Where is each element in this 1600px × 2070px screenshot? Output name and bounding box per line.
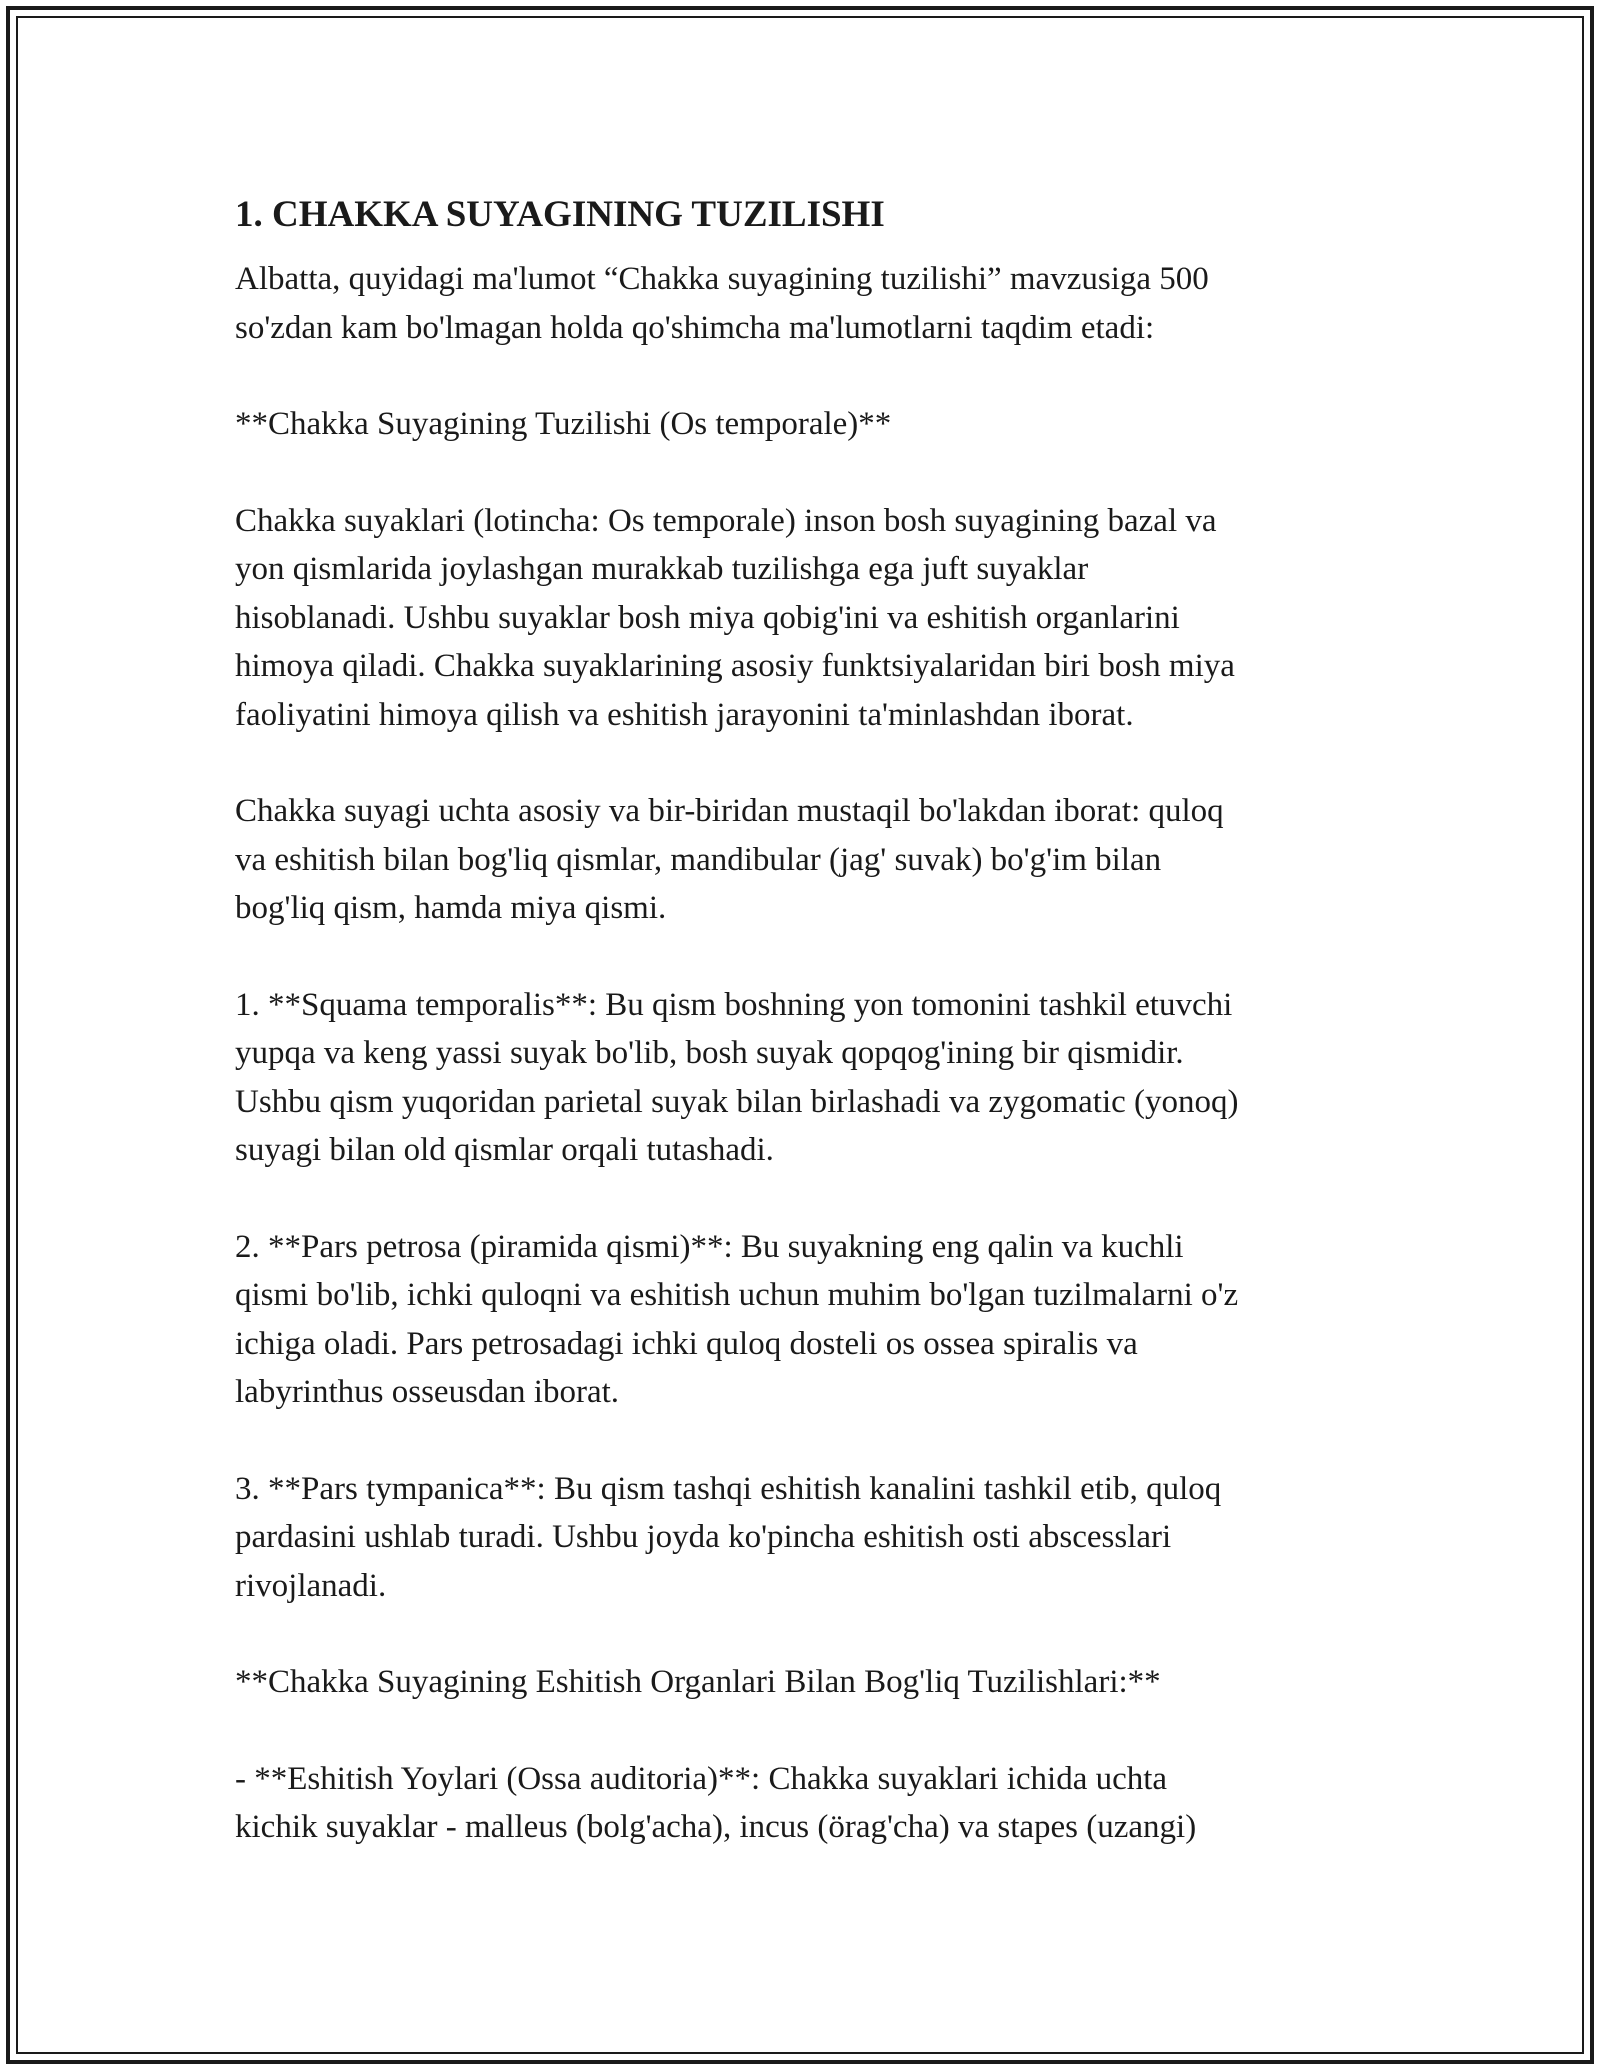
document-title: 1. CHAKKA SUYAGINING TUZILISHI <box>235 194 885 235</box>
section-heading-hearing-organs: **Chakka Suyagining Eshitish Organlari Bilan Bog'liq Tuzilishlari:** <box>235 1664 1161 1700</box>
parts-paragraph: Chakka suyagi uchta asosiy va bir-biridan mustaqil bo'lakdan iborat: quloq va eshitish bilan bog'liq qismlar, mandibular (jag' suvak) bo'g'im bilan bog'liq qism, hamda miya qismi. <box>235 793 1224 926</box>
list-item-squama-temporalis: 1. **Squama temporalis**: Bu qism boshning yon tomonini tashkil etuvchi yupqa va keng yassi suyak bo'lib, bosh suyak qopqog'ining bir qismidir. Ushbu qism yuqoridan parietal suyak bilan birlashadi va zygomatic (yonoq) suyagi bilan old qismlar orqali tutashadi. <box>235 986 1239 1168</box>
document-page <box>235 185 1385 1900</box>
list-item-pars-petrosa: 2. **Pars petrosa (piramida qismi)**: Bu suyakning eng qalin va kuchli qismi bo'lib, ichki quloqni va eshitish uchun muhim bo'lgan tuzilmalarni o'z ichiga oladi. Pars petrosadagi ichki quloq dosteli os ossea spiralis va labyrinthus osseusdan iborat. <box>235 1228 1239 1410</box>
list-item-pars-tympanica: 3. **Pars tympanica**: Bu qism tashqi eshitish kanalini tashkil etib, quloq pardasini ushlab turadi. Ushbu joyda ko'pincha eshitish osti abscesslari rivojlanadi. <box>235 1470 1222 1604</box>
intro-paragraph: Albatta, quyidagi ma'lumot “Chakka suyagining tuzilishi” mavzusiga 500 so'zdan kam bo'lmagan holda qo'shimcha ma'lumotlarni taqdim etadi: <box>235 261 1209 346</box>
overview-paragraph: Chakka suyaklari (lotincha: Os temporale) inson bosh suyagining bazal va yon qismlarida joylashgan murakkab tuzilishga ega juft suyaklar hisoblanadi. Ushbu suyaklar bosh miya qobig'ini va eshitish organlarini himoya qiladi. Chakka suyaklarining asosiy funktsiyalaridan biri bosh miya faoliyatini himoya qilish va eshitish jarayonini ta'minlashdan iborat. <box>235 502 1235 733</box>
section-heading-os-temporale: **Chakka Suyagining Tuzilishi (Os temporale)** <box>235 406 892 442</box>
list-item-ossa-auditoria: - **Eshitish Yoylari (Ossa auditoria)**: Chakka suyaklari ichida uchta kichik suyaklar - malleus (bolg'acha), incus (örag'cha) va stapes (uzangi) <box>235 1760 1197 1845</box>
